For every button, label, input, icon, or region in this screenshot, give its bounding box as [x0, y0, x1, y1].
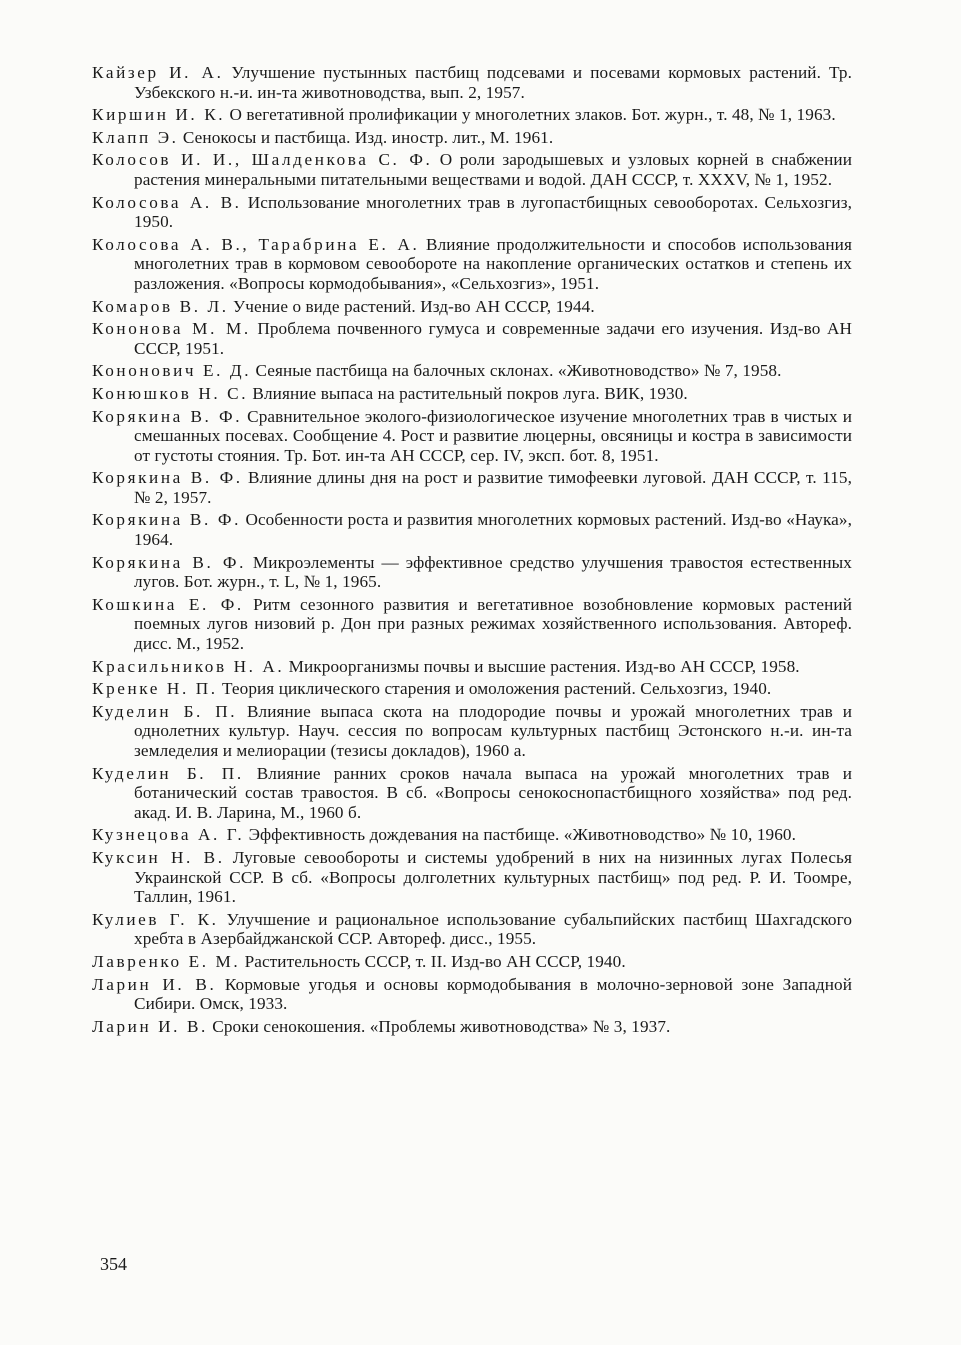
reference-entry	[92, 384, 852, 404]
reference-author: Комаров В. Л.	[92, 296, 229, 316]
reference-author: Куделин Б. П.	[92, 763, 244, 783]
reference-text: Теория циклического старения и омоложения растений. Сельхозгиз, 1940.	[221, 679, 772, 699]
reference-author: Кулиев Г. К.	[92, 909, 219, 929]
reference-text: Ритм сезонного развития и вегетативное возобновление кормовых растений поемных лугов низовий р. Дон при разных режимах хозяйственного использования. Автореф. дисс. М., 1952.	[134, 594, 852, 654]
reference-text: Влияние длины дня на рост и развитие тимофеевки луговой. ДАН СССР, т. 115, № 2, 1957.	[134, 468, 853, 507]
bibliography-list	[92, 63, 852, 1039]
reference-author: Клапп Э.	[92, 127, 179, 147]
reference-author: Лавренко Е. М.	[92, 951, 241, 971]
reference-text: Влияние выпаса на растительный покров луга. ВИК, 1930.	[252, 383, 688, 403]
reference-text: Использование многолетних трав в лугопастбищных севооборотах. Сельхозгиз, 1950.	[134, 192, 852, 232]
reference-entry	[92, 595, 852, 654]
reference-entry	[92, 63, 852, 102]
reference-author: Кузнецова А. Г.	[92, 825, 245, 845]
reference-author: Корякина В. Ф.	[92, 406, 243, 426]
reference-text: Сравнительное эколого-физиологическое изучение многолетних трав в чистых и смешанных посевах. Сообщение 4. Рост и развитие люцерны, овсяницы и костра в зависимости от густоты стояния. Тр. Бот. ин-та АН СССР, сер. IV, эксп. бот. 8, 1951.	[134, 406, 852, 465]
reference-entry	[92, 361, 852, 381]
reference-author: Кошкина Е. Ф.	[92, 594, 244, 614]
reference-entry	[92, 553, 852, 592]
reference-text: Микроэлементы — эффективное средство улучшения травостоя естественных лугов. Бот. журн., т. L, № 1, 1965.	[134, 552, 853, 592]
reference-text: Улучшение пустынных пастбищ подсевами и посевами кормовых растений. Тр. Узбекского н.-и. ин-та животноводства, вып. 2, 1957.	[134, 63, 852, 102]
page-number: 354	[100, 1254, 127, 1274]
reference-author: Кононович Е. Д.	[92, 361, 252, 381]
reference-text: Улучшение и рациональное использование субальпийских пастбищ Шахгадского хребта в Азербайджанской ССР. Автореф. дисс., 1955.	[134, 909, 853, 949]
reference-text: Учение о виде растений. Изд-во АН СССР, 1944.	[232, 296, 595, 316]
reference-entry	[92, 764, 852, 823]
reference-text: Особенности роста и развития многолетних кормовых растений. Изд-во «Наука», 1964.	[134, 510, 852, 550]
reference-text: О вегетативной пролификации у многолетних злаков. Бот. журн., т. 48, № 1, 1963.	[229, 105, 836, 125]
reference-text: Влияние выпаса скота на плодородие почвы и урожай многолетних трав и однолетних культур. Науч. сессия по вопросам культурных пастбищ Эстонского н.-и. ин-та земледелия и мелиорации (тезисы докладов), 1960 а.	[134, 701, 853, 760]
reference-author: Киршин И. К.	[92, 105, 226, 125]
reference-entry	[92, 702, 852, 761]
reference-text: Растительность СССР, т. II. Изд-во АН СССР, 1940.	[244, 951, 626, 971]
reference-text: Луговые севообороты и системы удобрений в них на низинных лугах Полесья Украинской ССР. В сб. «Вопросы долголетних культурных пастбищ» под ред. Р. И. Тоомре, Таллин, 1961.	[134, 847, 853, 907]
reference-entry	[92, 407, 852, 466]
reference-entry	[92, 128, 852, 148]
reference-entry	[92, 235, 852, 294]
reference-entry	[92, 848, 852, 907]
reference-author: Куделин Б. П.	[92, 701, 238, 721]
reference-entry	[92, 150, 852, 189]
reference-author: Колосов И. И., Шалденкова С. Ф.	[92, 150, 433, 170]
reference-text: Проблема почвенного гумуса и современные задачи его изучения. Изд-во АН СССР, 1951.	[134, 319, 853, 358]
reference-author: Корякина В. Ф.	[92, 552, 246, 572]
reference-entry	[92, 952, 852, 972]
reference-entry	[92, 975, 852, 1014]
reference-entry	[92, 825, 852, 845]
reference-entry	[92, 297, 852, 317]
reference-author: Кононова М. М.	[92, 319, 251, 339]
reference-text: Эффективность дождевания на пастбище. «Животноводство» № 10, 1960.	[248, 825, 797, 845]
reference-entry	[92, 679, 852, 699]
reference-text: Микроорганизмы почвы и высшие растения. Изд-во АН СССР, 1958.	[288, 656, 800, 676]
reference-text: Влияние продолжительности и способов использования многолетних трав в кормовом севообороте на накопление органических остатков и степень их разложения. «Вопросы кормодобывания», «Сельхозгиз», 1951.	[134, 234, 852, 293]
reference-text: Кормовые угодья и основы кормодобывания в молочно-зерновой зоне Западной Сибири. Омск, 1933.	[134, 974, 853, 1014]
reference-text: Влияние ранних сроков начала выпаса на урожай многолетних трав и ботанический состав травостоя. В сб. «Вопросы сенокоснопастбищного хозяйства» под ред. акад. И. В. Ларина, М., 1960 б.	[134, 763, 852, 822]
reference-text: Сенокосы и пастбища. Изд. иностр. лит., М. 1961.	[182, 127, 554, 147]
reference-text: Сроки сенокошения. «Проблемы животноводства» № 3, 1937.	[212, 1016, 671, 1036]
reference-entry	[92, 1017, 852, 1037]
reference-entry	[92, 105, 852, 125]
reference-entry	[92, 468, 852, 507]
reference-author: Кренке Н. П.	[92, 679, 218, 699]
reference-author: Ларин И. В.	[92, 974, 217, 994]
reference-entry	[92, 510, 852, 549]
reference-text: Сеяные пастбища на балочных склонах. «Животноводство» № 7, 1958.	[255, 361, 782, 381]
reference-author: Колосова А. В.	[92, 192, 242, 212]
reference-author: Кайзер И. А.	[92, 63, 224, 82]
reference-entry	[92, 910, 852, 949]
reference-author: Куксин Н. В.	[92, 847, 225, 867]
reference-author: Корякина В. Ф.	[92, 510, 241, 530]
reference-text: О роли зародышевых и узловых корней в снабжении растения минеральными питательными веществами и водой. ДАН СССР, т. XXXV, № 1, 1952.	[134, 150, 853, 189]
reference-entry	[92, 657, 852, 677]
reference-author: Колосова А. В., Тарабрина Е. А.	[92, 234, 420, 254]
reference-entry	[92, 319, 852, 358]
reference-author: Конюшков Н. С.	[92, 383, 249, 403]
reference-entry	[92, 193, 852, 232]
reference-author: Корякина В. Ф.	[92, 468, 243, 488]
reference-author: Ларин И. В.	[92, 1016, 208, 1036]
reference-author: Красильников Н. А.	[92, 656, 285, 676]
